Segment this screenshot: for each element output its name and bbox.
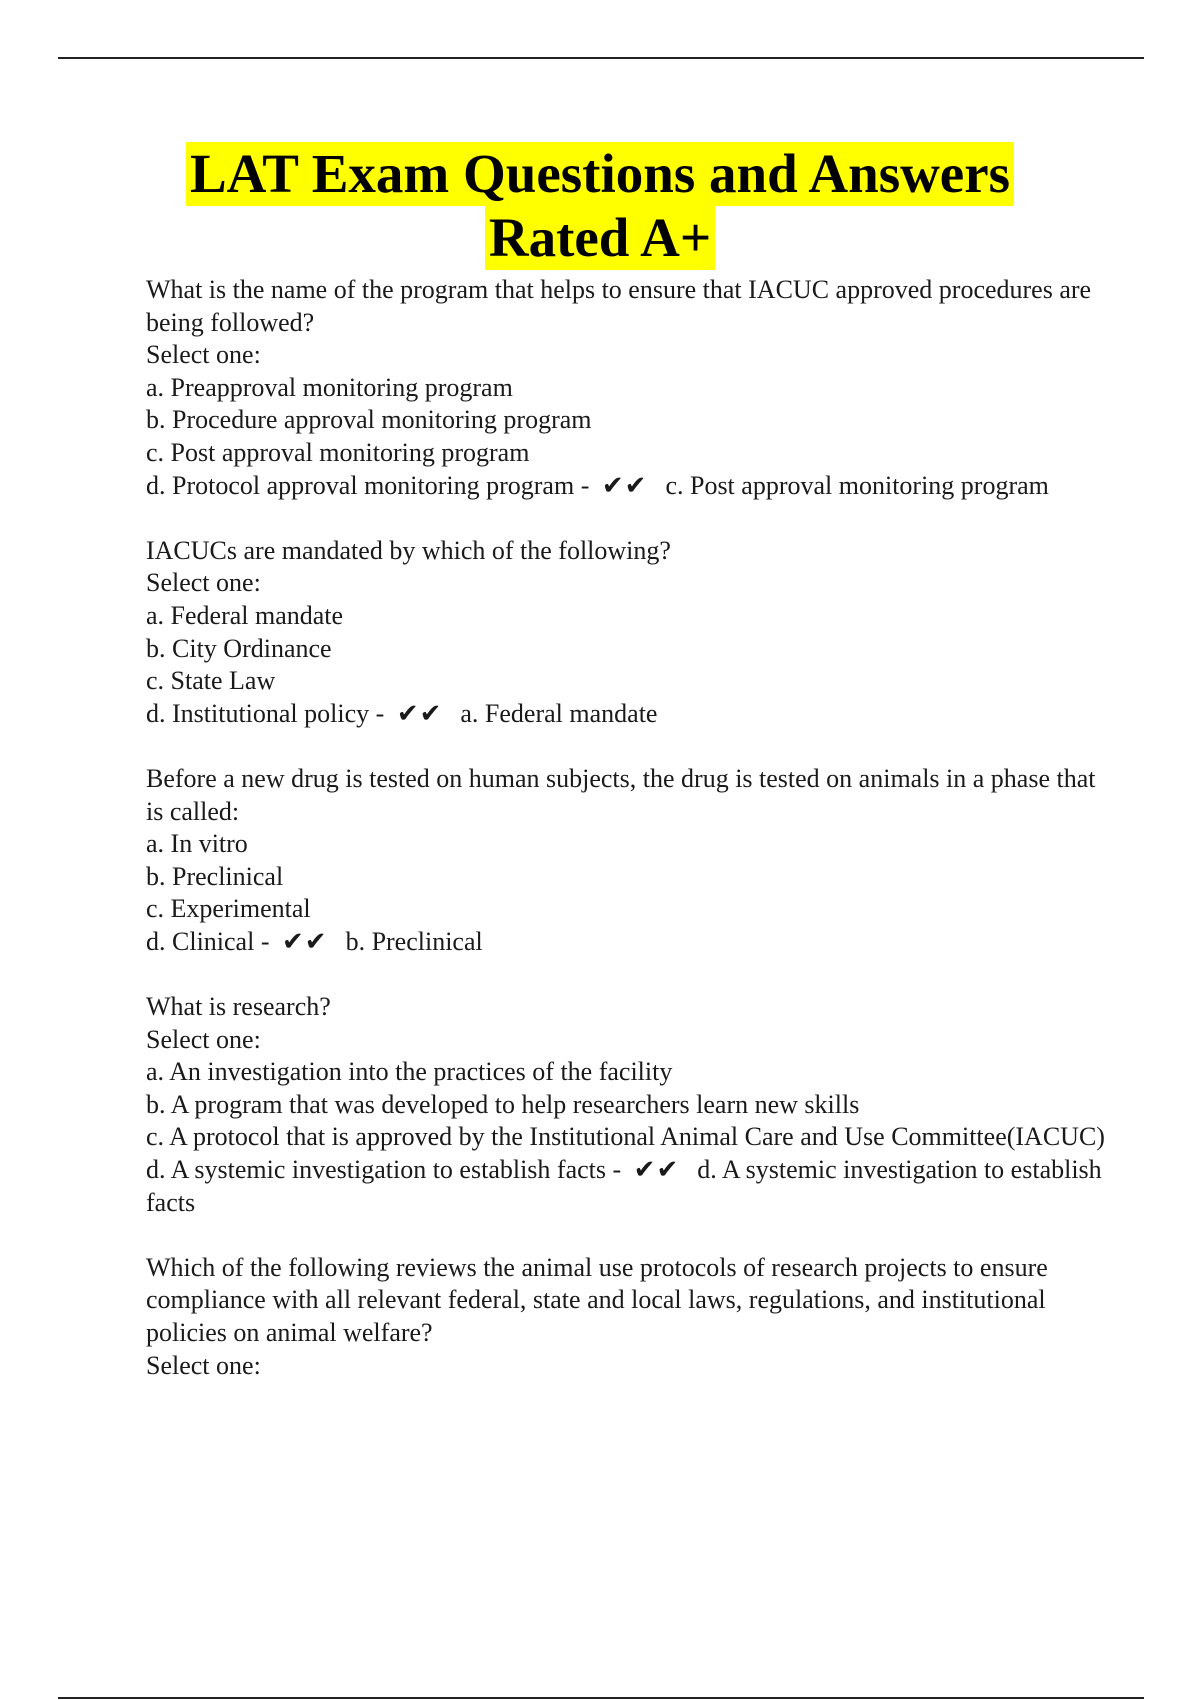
correct-answer: d. A systemic investigation to establish facts bbox=[146, 1155, 1102, 1217]
option-d-with-answer bbox=[146, 1154, 1106, 1219]
option-d-with-answer bbox=[146, 470, 1106, 503]
check-icon: ✔✔ bbox=[633, 1155, 680, 1185]
option-d: d. Institutional policy - bbox=[146, 698, 385, 728]
select-label: Select one: bbox=[146, 1350, 261, 1380]
option-d: d. A systemic investigation to establish facts - bbox=[146, 1155, 622, 1185]
select-label: Select one: bbox=[146, 340, 261, 370]
question-block bbox=[146, 1252, 1106, 1382]
option-c: c. Post approval monitoring program bbox=[146, 437, 530, 467]
option-b: b. Procedure approval monitoring program bbox=[146, 405, 592, 435]
title-line-1: LAT Exam Questions and Answers bbox=[186, 142, 1014, 206]
check-icon: ✔✔ bbox=[396, 698, 443, 728]
question-block bbox=[146, 991, 1106, 1219]
document-body bbox=[146, 274, 1106, 1415]
question-stem: What is the name of the program that helps to ensure that IACUC approved procedures are being followed? bbox=[146, 275, 1092, 337]
option-d: d. Clinical - bbox=[146, 926, 270, 956]
correct-answer: a. Federal mandate bbox=[460, 698, 658, 728]
question-block bbox=[146, 763, 1106, 959]
check-icon: ✔✔ bbox=[601, 470, 648, 500]
title-line-2: Rated A+ bbox=[485, 206, 715, 270]
option-c: c. Experimental bbox=[146, 894, 311, 924]
question-stem: What is research? bbox=[146, 992, 331, 1022]
header-rule bbox=[58, 57, 1144, 59]
option-b: b. Preclinical bbox=[146, 861, 284, 891]
option-a: a. In vitro bbox=[146, 829, 248, 859]
option-a: a. Preapproval monitoring program bbox=[146, 372, 513, 402]
correct-answer: b. Preclinical bbox=[345, 926, 483, 956]
option-c: c. State Law bbox=[146, 666, 276, 696]
option-c: c. A protocol that is approved by the Institutional Animal Care and Use Committee(IACUC) bbox=[146, 1122, 1105, 1152]
footer-rule bbox=[58, 1697, 1144, 1699]
option-d: d. Protocol approval monitoring program - bbox=[146, 470, 590, 500]
select-label: Select one: bbox=[146, 1024, 261, 1054]
option-b: b. City Ordinance bbox=[146, 633, 332, 663]
question-block bbox=[146, 274, 1106, 502]
check-icon: ✔✔ bbox=[281, 926, 328, 956]
correct-answer: c. Post approval monitoring program bbox=[665, 470, 1049, 500]
option-a: a. An investigation into the practices of the facility bbox=[146, 1057, 673, 1087]
option-d-with-answer bbox=[146, 698, 1106, 731]
question-stem: Before a new drug is tested on human subjects, the drug is tested on animals in a phase that is called: bbox=[146, 763, 1096, 826]
document-title bbox=[0, 142, 1200, 270]
question-stem: IACUCs are mandated by which of the following? bbox=[146, 535, 671, 565]
select-label: Select one: bbox=[146, 568, 261, 598]
option-b: b. A program that was developed to help researchers learn new skills bbox=[146, 1089, 860, 1119]
question-stem: Which of the following reviews the animal use protocols of research projects to ensure compliance with all relevant federal, state and local laws, regulations, and institutional policies on animal welfare? bbox=[146, 1252, 1048, 1347]
option-d-with-answer bbox=[146, 926, 1106, 959]
question-block bbox=[146, 535, 1106, 731]
option-a: a. Federal mandate bbox=[146, 600, 344, 630]
